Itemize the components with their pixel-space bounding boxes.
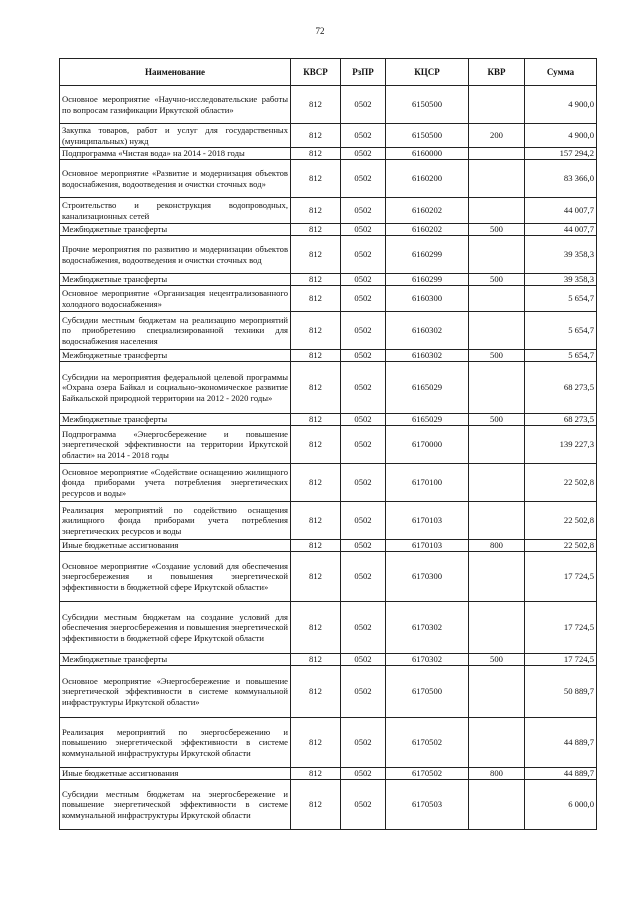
table-row <box>60 718 597 768</box>
row-kcsr-cell: 6160302 <box>386 350 469 362</box>
row-kvr-cell: 800 <box>469 768 525 780</box>
row-sum-cell: 44 889,7 <box>525 718 597 768</box>
row-rzpr-cell: 0502 <box>341 286 386 312</box>
table-row <box>60 236 597 274</box>
header-name: Наименование <box>60 59 291 86</box>
row-kvr-cell: 200 <box>469 124 525 148</box>
row-rzpr-cell: 0502 <box>341 718 386 768</box>
table-row <box>60 602 597 654</box>
row-kvr-cell: 500 <box>469 414 525 426</box>
row-kcsr-cell: 6170502 <box>386 768 469 780</box>
row-kvsr-cell: 812 <box>291 236 341 274</box>
row-name-cell: Основное мероприятие «Организация нецентрализованного холодного водоснабжения» <box>60 286 291 312</box>
row-sum-cell: 6 000,0 <box>525 780 597 830</box>
row-kvsr-cell: 812 <box>291 718 341 768</box>
table-row <box>60 362 597 414</box>
row-name-cell: Межбюджетные трансферты <box>60 654 291 666</box>
row-sum-cell: 157 294,2 <box>525 148 597 160</box>
row-kvr-cell <box>469 160 525 198</box>
row-sum-cell: 22 502,8 <box>525 540 597 552</box>
row-kcsr-cell: 6170300 <box>386 552 469 602</box>
row-rzpr-cell: 0502 <box>341 502 386 540</box>
row-kvr-cell <box>469 780 525 830</box>
row-kvsr-cell: 812 <box>291 362 341 414</box>
table-row <box>60 552 597 602</box>
row-kcsr-cell: 6150500 <box>386 124 469 148</box>
row-kvsr-cell: 812 <box>291 86 341 124</box>
row-kcsr-cell: 6160202 <box>386 198 469 224</box>
row-sum-cell: 17 724,5 <box>525 552 597 602</box>
row-kvsr-cell: 812 <box>291 286 341 312</box>
row-kvr-cell <box>469 198 525 224</box>
row-kcsr-cell: 6160300 <box>386 286 469 312</box>
row-kvr-cell <box>469 362 525 414</box>
row-kvr-cell <box>469 552 525 602</box>
row-rzpr-cell: 0502 <box>341 312 386 350</box>
row-rzpr-cell: 0502 <box>341 160 386 198</box>
row-sum-cell: 5 654,7 <box>525 312 597 350</box>
row-sum-cell: 5 654,7 <box>525 350 597 362</box>
table-row <box>60 654 597 666</box>
row-kvsr-cell: 812 <box>291 274 341 286</box>
row-name-cell: Основное мероприятие «Энергосбережение и повышение энергетической эффективности в системе коммунальной инфраструктуры Иркутской области» <box>60 666 291 718</box>
row-rzpr-cell: 0502 <box>341 148 386 160</box>
row-kcsr-cell: 6165029 <box>386 414 469 426</box>
table-row <box>60 666 597 718</box>
row-rzpr-cell: 0502 <box>341 426 386 464</box>
row-sum-cell: 5 654,7 <box>525 286 597 312</box>
row-rzpr-cell: 0502 <box>341 274 386 286</box>
table-row <box>60 286 597 312</box>
row-kcsr-cell: 6160200 <box>386 160 469 198</box>
row-kvr-cell: 500 <box>469 224 525 236</box>
row-sum-cell: 17 724,5 <box>525 602 597 654</box>
table-row <box>60 350 597 362</box>
row-name-cell: Межбюджетные трансферты <box>60 414 291 426</box>
row-rzpr-cell: 0502 <box>341 768 386 780</box>
row-kvr-cell: 500 <box>469 654 525 666</box>
row-kvsr-cell: 812 <box>291 464 341 502</box>
row-name-cell: Субсидии на мероприятия федеральной целевой программы «Охрана озера Байкал и социально-экономическое развитие Байкальской природной территории на 2012 - 2020 годы» <box>60 362 291 414</box>
header-kvr: КВР <box>469 59 525 86</box>
row-sum-cell: 22 502,8 <box>525 464 597 502</box>
row-kvr-cell <box>469 718 525 768</box>
row-rzpr-cell: 0502 <box>341 236 386 274</box>
row-kvsr-cell: 812 <box>291 502 341 540</box>
row-sum-cell: 44 007,7 <box>525 198 597 224</box>
row-kcsr-cell: 6170503 <box>386 780 469 830</box>
row-sum-cell: 39 358,3 <box>525 274 597 286</box>
row-rzpr-cell: 0502 <box>341 552 386 602</box>
row-kvsr-cell: 812 <box>291 350 341 362</box>
row-name-cell: Основное мероприятие «Содействие оснащению жилищного фонда приборами учета потребления энергетических ресурсов и воды» <box>60 464 291 502</box>
row-rzpr-cell: 0502 <box>341 224 386 236</box>
table-row <box>60 274 597 286</box>
row-kcsr-cell: 6160000 <box>386 148 469 160</box>
row-kcsr-cell: 6160202 <box>386 224 469 236</box>
row-name-cell: Прочие мероприятия по развитию и модернизации объектов водоснабжения, водоотведения и очистки сточных вод <box>60 236 291 274</box>
row-kvsr-cell: 812 <box>291 768 341 780</box>
row-kvsr-cell: 812 <box>291 198 341 224</box>
row-name-cell: Субсидии местным бюджетам на энергосбережение и повышение энергетической эффективности в системе коммунальной инфраструктуры Иркутской области <box>60 780 291 830</box>
row-kvr-cell <box>469 666 525 718</box>
row-name-cell: Закупка товаров, работ и услуг для государственных (муниципальных) нужд <box>60 124 291 148</box>
row-name-cell: Строительство и реконструкция водопроводных, канализационных сетей <box>60 198 291 224</box>
row-sum-cell: 44 007,7 <box>525 224 597 236</box>
row-name-cell: Межбюджетные трансферты <box>60 350 291 362</box>
row-kcsr-cell: 6150500 <box>386 86 469 124</box>
row-rzpr-cell: 0502 <box>341 362 386 414</box>
row-kvsr-cell: 812 <box>291 414 341 426</box>
row-name-cell: Субсидии местным бюджетам на реализацию мероприятий по приобретению специализированной техники для водоснабжения населения <box>60 312 291 350</box>
row-sum-cell: 68 273,5 <box>525 362 597 414</box>
table-row <box>60 148 597 160</box>
row-kcsr-cell: 6170500 <box>386 666 469 718</box>
row-kvsr-cell: 812 <box>291 148 341 160</box>
row-kvr-cell <box>469 236 525 274</box>
row-sum-cell: 68 273,5 <box>525 414 597 426</box>
row-kcsr-cell: 6170302 <box>386 654 469 666</box>
header-rzpr: РзПР <box>341 59 386 86</box>
row-kcsr-cell: 6170000 <box>386 426 469 464</box>
row-sum-cell: 17 724,5 <box>525 654 597 666</box>
row-kcsr-cell: 6170103 <box>386 502 469 540</box>
row-kvsr-cell: 812 <box>291 124 341 148</box>
row-rzpr-cell: 0502 <box>341 124 386 148</box>
table-row <box>60 540 597 552</box>
header-row <box>60 59 597 86</box>
table-row <box>60 464 597 502</box>
header-kcsr: КЦСР <box>386 59 469 86</box>
row-kcsr-cell: 6170302 <box>386 602 469 654</box>
row-name-cell: Подпрограмма «Чистая вода» на 2014 - 2018 годы <box>60 148 291 160</box>
row-name-cell: Подпрограмма «Энергосбережение и повышение энергетической эффективности на территории Иркутской области» на 2014 - 2018 годы <box>60 426 291 464</box>
row-kvsr-cell: 812 <box>291 312 341 350</box>
page-number: 72 <box>315 26 325 36</box>
row-kcsr-cell: 6160299 <box>386 274 469 286</box>
row-rzpr-cell: 0502 <box>341 654 386 666</box>
row-name-cell: Реализация мероприятий по энергосбережению и повышению энергетической эффективности в системе коммунальной инфраструктуры Иркутской области <box>60 718 291 768</box>
row-kvr-cell <box>469 312 525 350</box>
row-kvr-cell <box>469 602 525 654</box>
row-kcsr-cell: 6170103 <box>386 540 469 552</box>
table-row <box>60 198 597 224</box>
row-kvsr-cell: 812 <box>291 666 341 718</box>
row-kvsr-cell: 812 <box>291 552 341 602</box>
row-name-cell: Субсидии местным бюджетам на создание условий для обеспечения энергосбережения и повышения энергетической эффективности в бюджетной сфере Иркутской области <box>60 602 291 654</box>
row-name-cell: Основное мероприятие «Создание условий для обеспечения энергосбережения и повышения энергетической эффективности в бюджетной сфере Иркутской области» <box>60 552 291 602</box>
header-kvsr: КВСР <box>291 59 341 86</box>
row-sum-cell: 4 900,0 <box>525 124 597 148</box>
row-kvsr-cell: 812 <box>291 780 341 830</box>
row-rzpr-cell: 0502 <box>341 464 386 502</box>
table-row <box>60 312 597 350</box>
row-name-cell: Межбюджетные трансферты <box>60 274 291 286</box>
row-kvsr-cell: 812 <box>291 540 341 552</box>
row-rzpr-cell: 0502 <box>341 540 386 552</box>
row-name-cell: Основное мероприятие «Развитие и модернизация объектов водоснабжения, водоотведения и очистки сточных вод» <box>60 160 291 198</box>
row-sum-cell: 83 366,0 <box>525 160 597 198</box>
row-kcsr-cell: 6160302 <box>386 312 469 350</box>
table-row <box>60 86 597 124</box>
row-kvr-cell <box>469 464 525 502</box>
row-sum-cell: 22 502,8 <box>525 502 597 540</box>
row-rzpr-cell: 0502 <box>341 350 386 362</box>
table-row <box>60 224 597 236</box>
row-kvsr-cell: 812 <box>291 602 341 654</box>
table-row <box>60 426 597 464</box>
table-row <box>60 780 597 830</box>
row-name-cell: Межбюджетные трансферты <box>60 224 291 236</box>
row-kcsr-cell: 6170502 <box>386 718 469 768</box>
table-row <box>60 768 597 780</box>
table-row <box>60 414 597 426</box>
row-kvr-cell <box>469 502 525 540</box>
row-kvr-cell <box>469 286 525 312</box>
row-sum-cell: 139 227,3 <box>525 426 597 464</box>
row-sum-cell: 39 358,3 <box>525 236 597 274</box>
row-sum-cell: 50 889,7 <box>525 666 597 718</box>
row-name-cell: Реализация мероприятий по содействию оснащения жилищного фонда приборами учета потребления энергетических ресурсов и воды <box>60 502 291 540</box>
row-kvr-cell <box>469 426 525 464</box>
table-row <box>60 160 597 198</box>
row-rzpr-cell: 0502 <box>341 602 386 654</box>
row-kvsr-cell: 812 <box>291 224 341 236</box>
row-kvr-cell: 500 <box>469 350 525 362</box>
row-kvr-cell: 500 <box>469 274 525 286</box>
row-kvr-cell <box>469 148 525 160</box>
row-name-cell: Иные бюджетные ассигнования <box>60 768 291 780</box>
table-row <box>60 502 597 540</box>
row-rzpr-cell: 0502 <box>341 666 386 718</box>
row-sum-cell: 44 889,7 <box>525 768 597 780</box>
row-rzpr-cell: 0502 <box>341 86 386 124</box>
row-sum-cell: 4 900,0 <box>525 86 597 124</box>
header-sum: Сумма <box>525 59 597 86</box>
row-kvsr-cell: 812 <box>291 654 341 666</box>
row-name-cell: Основное мероприятие «Научно-исследовательские работы по вопросам газификации Иркутской области» <box>60 86 291 124</box>
row-kvr-cell: 800 <box>469 540 525 552</box>
table-row <box>60 124 597 148</box>
budget-table <box>59 58 597 830</box>
row-kvsr-cell: 812 <box>291 426 341 464</box>
row-name-cell: Иные бюджетные ассигнования <box>60 540 291 552</box>
row-kcsr-cell: 6165029 <box>386 362 469 414</box>
row-rzpr-cell: 0502 <box>341 414 386 426</box>
row-kcsr-cell: 6160299 <box>386 236 469 274</box>
row-rzpr-cell: 0502 <box>341 198 386 224</box>
row-kvr-cell <box>469 86 525 124</box>
row-kvsr-cell: 812 <box>291 160 341 198</box>
row-rzpr-cell: 0502 <box>341 780 386 830</box>
row-kcsr-cell: 6170100 <box>386 464 469 502</box>
